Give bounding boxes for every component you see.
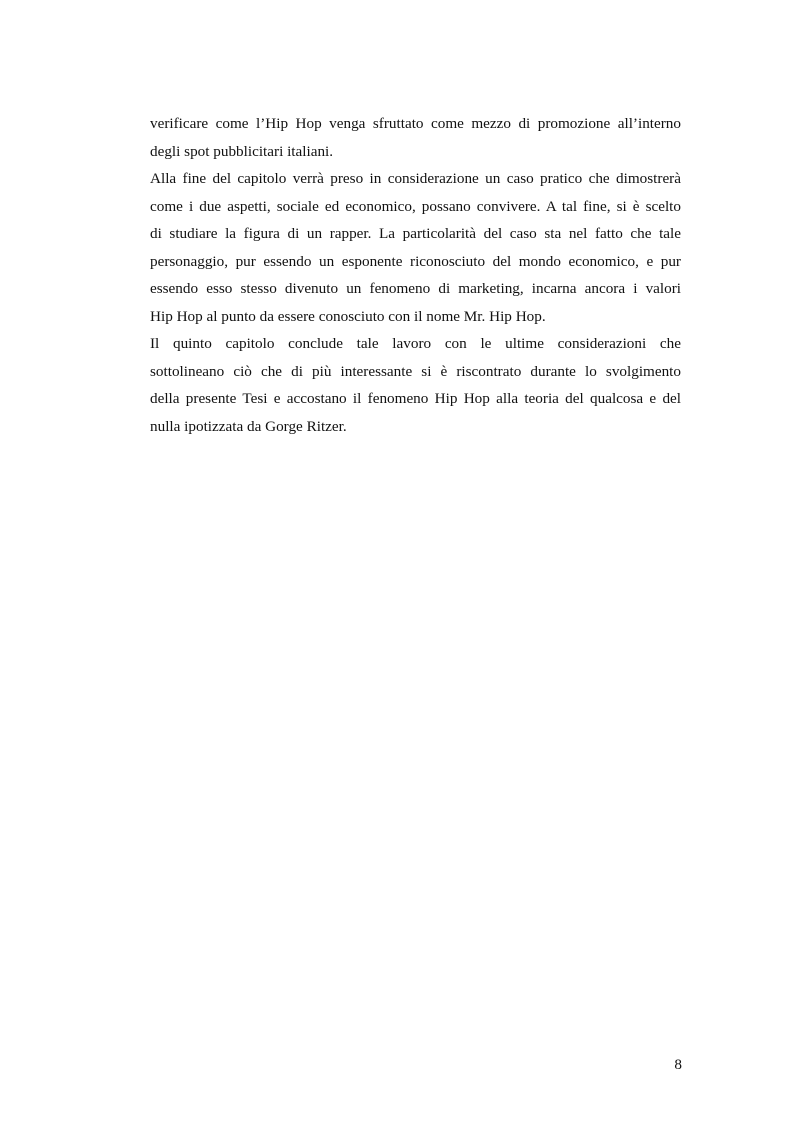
text-line: sottolineano ciò che di più interessante si è riscontrato durante lo svolgimento xyxy=(150,362,681,380)
text-line: Il quinto capitolo conclude tale lavoro con le ultime considerazioni che xyxy=(150,335,681,352)
text-line: nulla ipotizzata da Gorge Ritzer. xyxy=(150,417,347,435)
text-line: degli spot pubblicitari italiani. xyxy=(150,142,334,160)
body-text xyxy=(150,110,681,440)
text-line: Alla fine del capitolo verrà preso in considerazione un caso pratico che dimostrerà xyxy=(150,170,681,187)
text-line: della presente Tesi e accostano il fenomeno Hip Hop alla teoria del qualcosa e del xyxy=(150,390,681,407)
text-line: personaggio, pur essendo un esponente riconosciuto del mondo economico, e pur xyxy=(150,252,681,270)
text-line: come i due aspetti, sociale ed economico, possano convivere. A tal fine, si è scelto xyxy=(150,197,681,215)
text-line: Hip Hop al punto da essere conosciuto con il nome Mr. Hip Hop. xyxy=(150,307,546,325)
text-line: di studiare la figura di un rapper. La particolarità del caso sta nel fatto che tale xyxy=(150,225,681,242)
text-line: essendo esso stesso divenuto un fenomeno di marketing, incarna ancora i valori xyxy=(150,280,681,297)
text-line: verificare come l’Hip Hop venga sfruttato come mezzo di promozione all’interno xyxy=(150,115,681,132)
page-number: 8 xyxy=(674,1056,682,1073)
